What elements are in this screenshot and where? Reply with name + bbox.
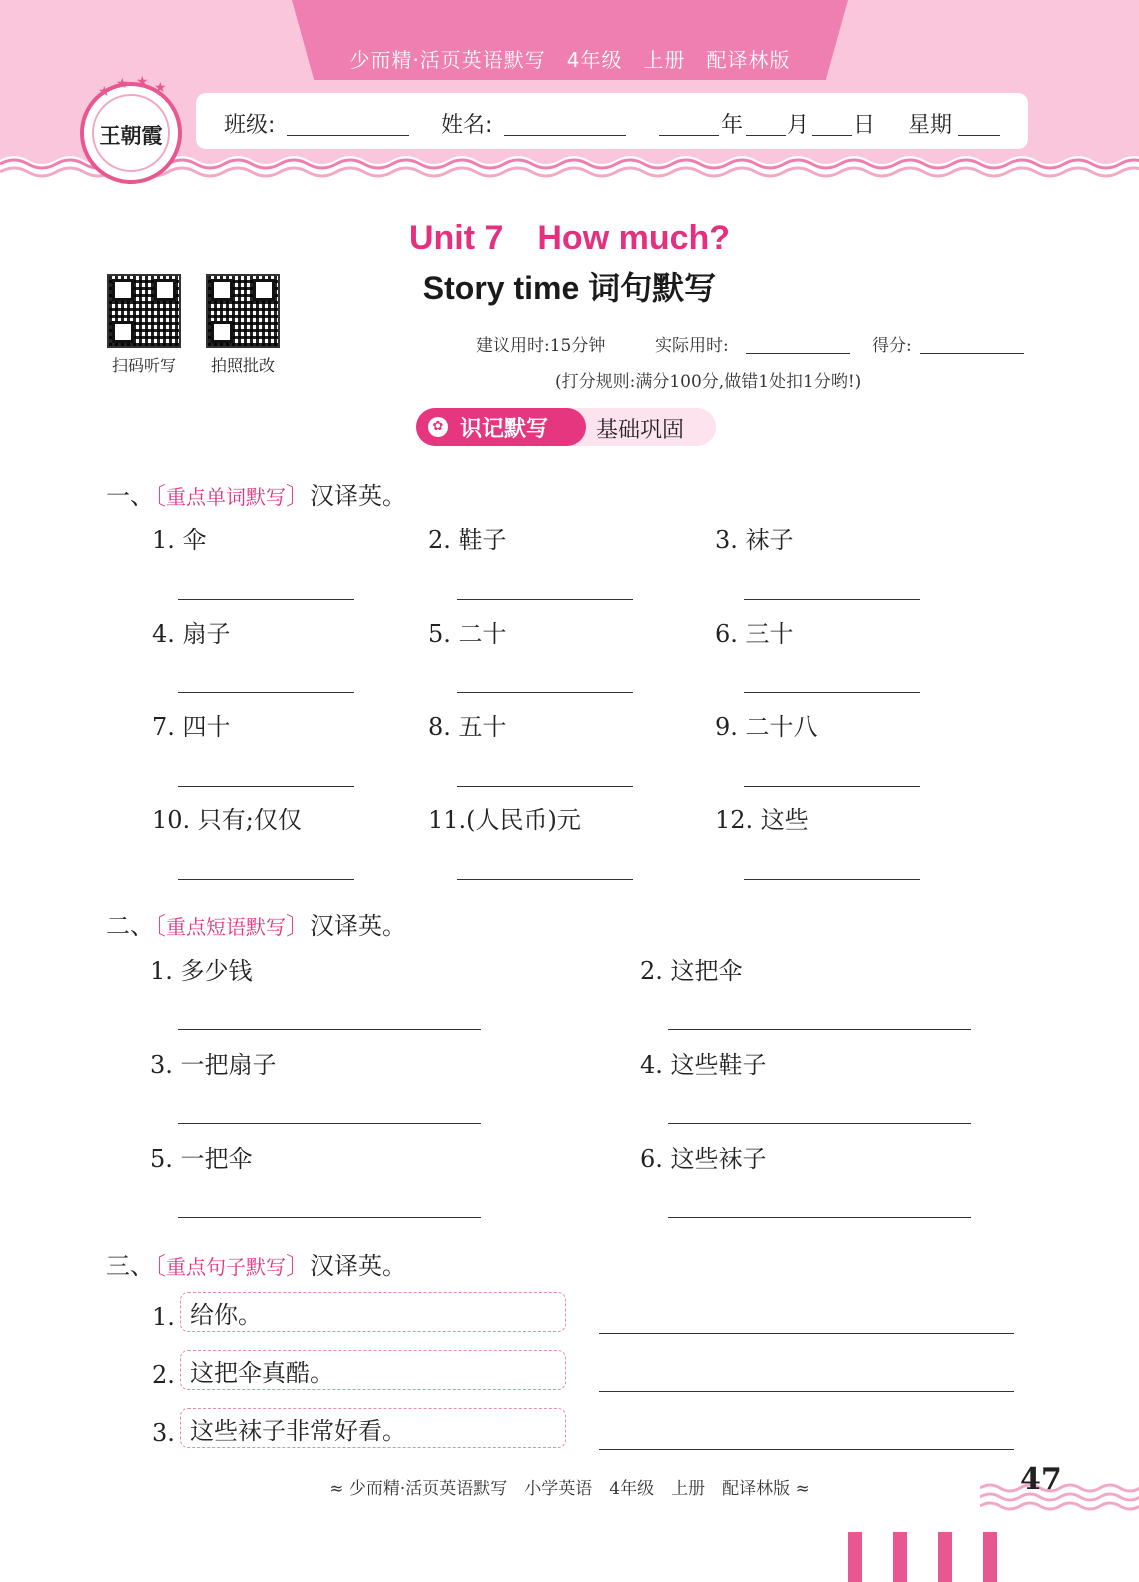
day-input-line[interactable] xyxy=(812,135,852,136)
word-answer-line-8[interactable] xyxy=(457,786,633,787)
year-label: 年 xyxy=(721,113,744,138)
word-answer-line-10[interactable] xyxy=(178,879,354,880)
phrase-answer-line-5[interactable] xyxy=(178,1217,481,1218)
footer-stripe xyxy=(848,1532,862,1582)
word-item-10: 10. 只有;仅仅 xyxy=(152,806,302,834)
section2-heading: 二、〔重点短语默写〕汉译英。 xyxy=(106,912,406,940)
sentence-number-2: 2. xyxy=(152,1361,175,1389)
footer-text: ≈ 少而精·活页英语默写 小学英语 4年级 上册 配译林版 ≈ xyxy=(329,1479,810,1499)
word-answer-line-4[interactable] xyxy=(178,692,354,693)
section3-tag: 重点句子默写 xyxy=(166,1255,286,1279)
word-item-9: 9. 二十八 xyxy=(715,713,818,741)
section1-tag: 重点单词默写 xyxy=(166,485,286,509)
section2-tag: 重点短语默写 xyxy=(166,915,286,939)
word-answer-line-11[interactable] xyxy=(457,879,633,880)
sentence-answer-line-3[interactable] xyxy=(599,1449,1014,1450)
sentence-prompt-3: 这些袜子非常好看。 xyxy=(180,1408,566,1448)
month-input-line[interactable] xyxy=(746,135,786,136)
word-answer-line-9[interactable] xyxy=(744,786,920,787)
day-label: 日 xyxy=(853,113,876,138)
publisher-logo: ★ ★ ★ ★ 王朝霞 xyxy=(80,82,182,184)
word-item-6: 6. 三十 xyxy=(715,620,794,648)
word-item-7: 7. 四十 xyxy=(152,713,231,741)
phrase-answer-line-2[interactable] xyxy=(668,1029,971,1030)
sentence-number-1: 1. xyxy=(152,1303,175,1331)
score-label: 得分: xyxy=(872,336,912,356)
actual-time-input-line[interactable] xyxy=(746,353,850,354)
class-input-line[interactable] xyxy=(287,135,409,136)
word-item-5: 5. 二十 xyxy=(428,620,507,648)
word-answer-line-3[interactable] xyxy=(744,599,920,600)
word-item-3: 3. 袜子 xyxy=(715,526,794,554)
year-input-line[interactable] xyxy=(659,135,719,136)
word-item-4: 4. 扇子 xyxy=(152,620,231,648)
phrase-item-4: 4. 这些鞋子 xyxy=(640,1051,767,1079)
month-label: 月 xyxy=(787,113,810,138)
medal-icon: ✿ xyxy=(428,417,448,437)
word-item-12: 12. 这些 xyxy=(715,806,809,834)
class-label: 班级: xyxy=(224,113,276,138)
sentence-prompt-1: 给你。 xyxy=(180,1292,566,1332)
listen-qr-label: 扫码听写 xyxy=(111,356,176,375)
sentence-number-3: 3. xyxy=(152,1419,175,1447)
name-input-line[interactable] xyxy=(504,135,626,136)
word-item-2: 2. 鞋子 xyxy=(428,526,507,554)
weekday-input-line[interactable] xyxy=(958,135,1000,136)
section1-heading: 一、〔重点单词默写〕汉译英。 xyxy=(106,482,406,510)
listen-qr-code-icon[interactable] xyxy=(107,274,181,348)
phrase-item-1: 1. 多少钱 xyxy=(150,957,253,985)
weekday-label: 星期 xyxy=(908,113,953,138)
word-answer-line-5[interactable] xyxy=(457,692,633,693)
footer-stripe xyxy=(938,1532,952,1582)
badge-left-label: 识记默写 xyxy=(460,417,549,442)
phrase-item-6: 6. 这些袜子 xyxy=(640,1145,767,1173)
phrase-item-2: 2. 这把伞 xyxy=(640,957,743,985)
word-answer-line-7[interactable] xyxy=(178,786,354,787)
phrase-answer-line-3[interactable] xyxy=(178,1123,481,1124)
section3-heading: 三、〔重点句子默写〕汉译英。 xyxy=(106,1252,406,1280)
phrase-item-3: 3. 一把扇子 xyxy=(150,1051,277,1079)
badge-right-label: 基础巩固 xyxy=(596,418,685,443)
story-title: Story time 词句默写 xyxy=(422,270,717,306)
phrase-item-5: 5. 一把伞 xyxy=(150,1145,253,1173)
book-title: 少而精·活页英语默写 4年级 上册 配译林版 xyxy=(349,48,791,72)
logo-text: 王朝霞 xyxy=(99,123,163,148)
score-input-line[interactable] xyxy=(920,353,1024,354)
phrase-answer-line-4[interactable] xyxy=(668,1123,971,1124)
footer-stripe xyxy=(983,1532,997,1582)
phrase-answer-line-1[interactable] xyxy=(178,1029,481,1030)
name-label: 姓名: xyxy=(441,113,493,138)
sentence-answer-line-1[interactable] xyxy=(599,1333,1014,1334)
word-item-11: 11.(人民币)元 xyxy=(428,806,581,834)
unit-title: Unit 7 How much? xyxy=(408,219,731,257)
photo-qr-label: 拍照批改 xyxy=(210,356,275,375)
sentence-prompt-2: 这把伞真酷。 xyxy=(180,1350,566,1390)
section-badge xyxy=(416,408,716,446)
word-answer-line-1[interactable] xyxy=(178,599,354,600)
phrase-answer-line-6[interactable] xyxy=(668,1217,971,1218)
footer-stripe xyxy=(893,1532,907,1582)
photo-qr-code-icon[interactable] xyxy=(206,274,280,348)
suggested-time: 建议用时:15分钟 xyxy=(476,336,606,356)
scoring-rule: (打分规则:满分100分,做错1处扣1分哟!) xyxy=(555,372,862,392)
page-number: 47 xyxy=(1020,1462,1062,1497)
sentence-answer-line-2[interactable] xyxy=(599,1391,1014,1392)
word-answer-line-2[interactable] xyxy=(457,599,633,600)
word-item-1: 1. 伞 xyxy=(152,526,207,554)
actual-time-label: 实际用时: xyxy=(655,336,729,356)
word-item-8: 8. 五十 xyxy=(428,713,507,741)
student-info-box xyxy=(196,93,1028,149)
word-answer-line-6[interactable] xyxy=(744,692,920,693)
word-answer-line-12[interactable] xyxy=(744,879,920,880)
